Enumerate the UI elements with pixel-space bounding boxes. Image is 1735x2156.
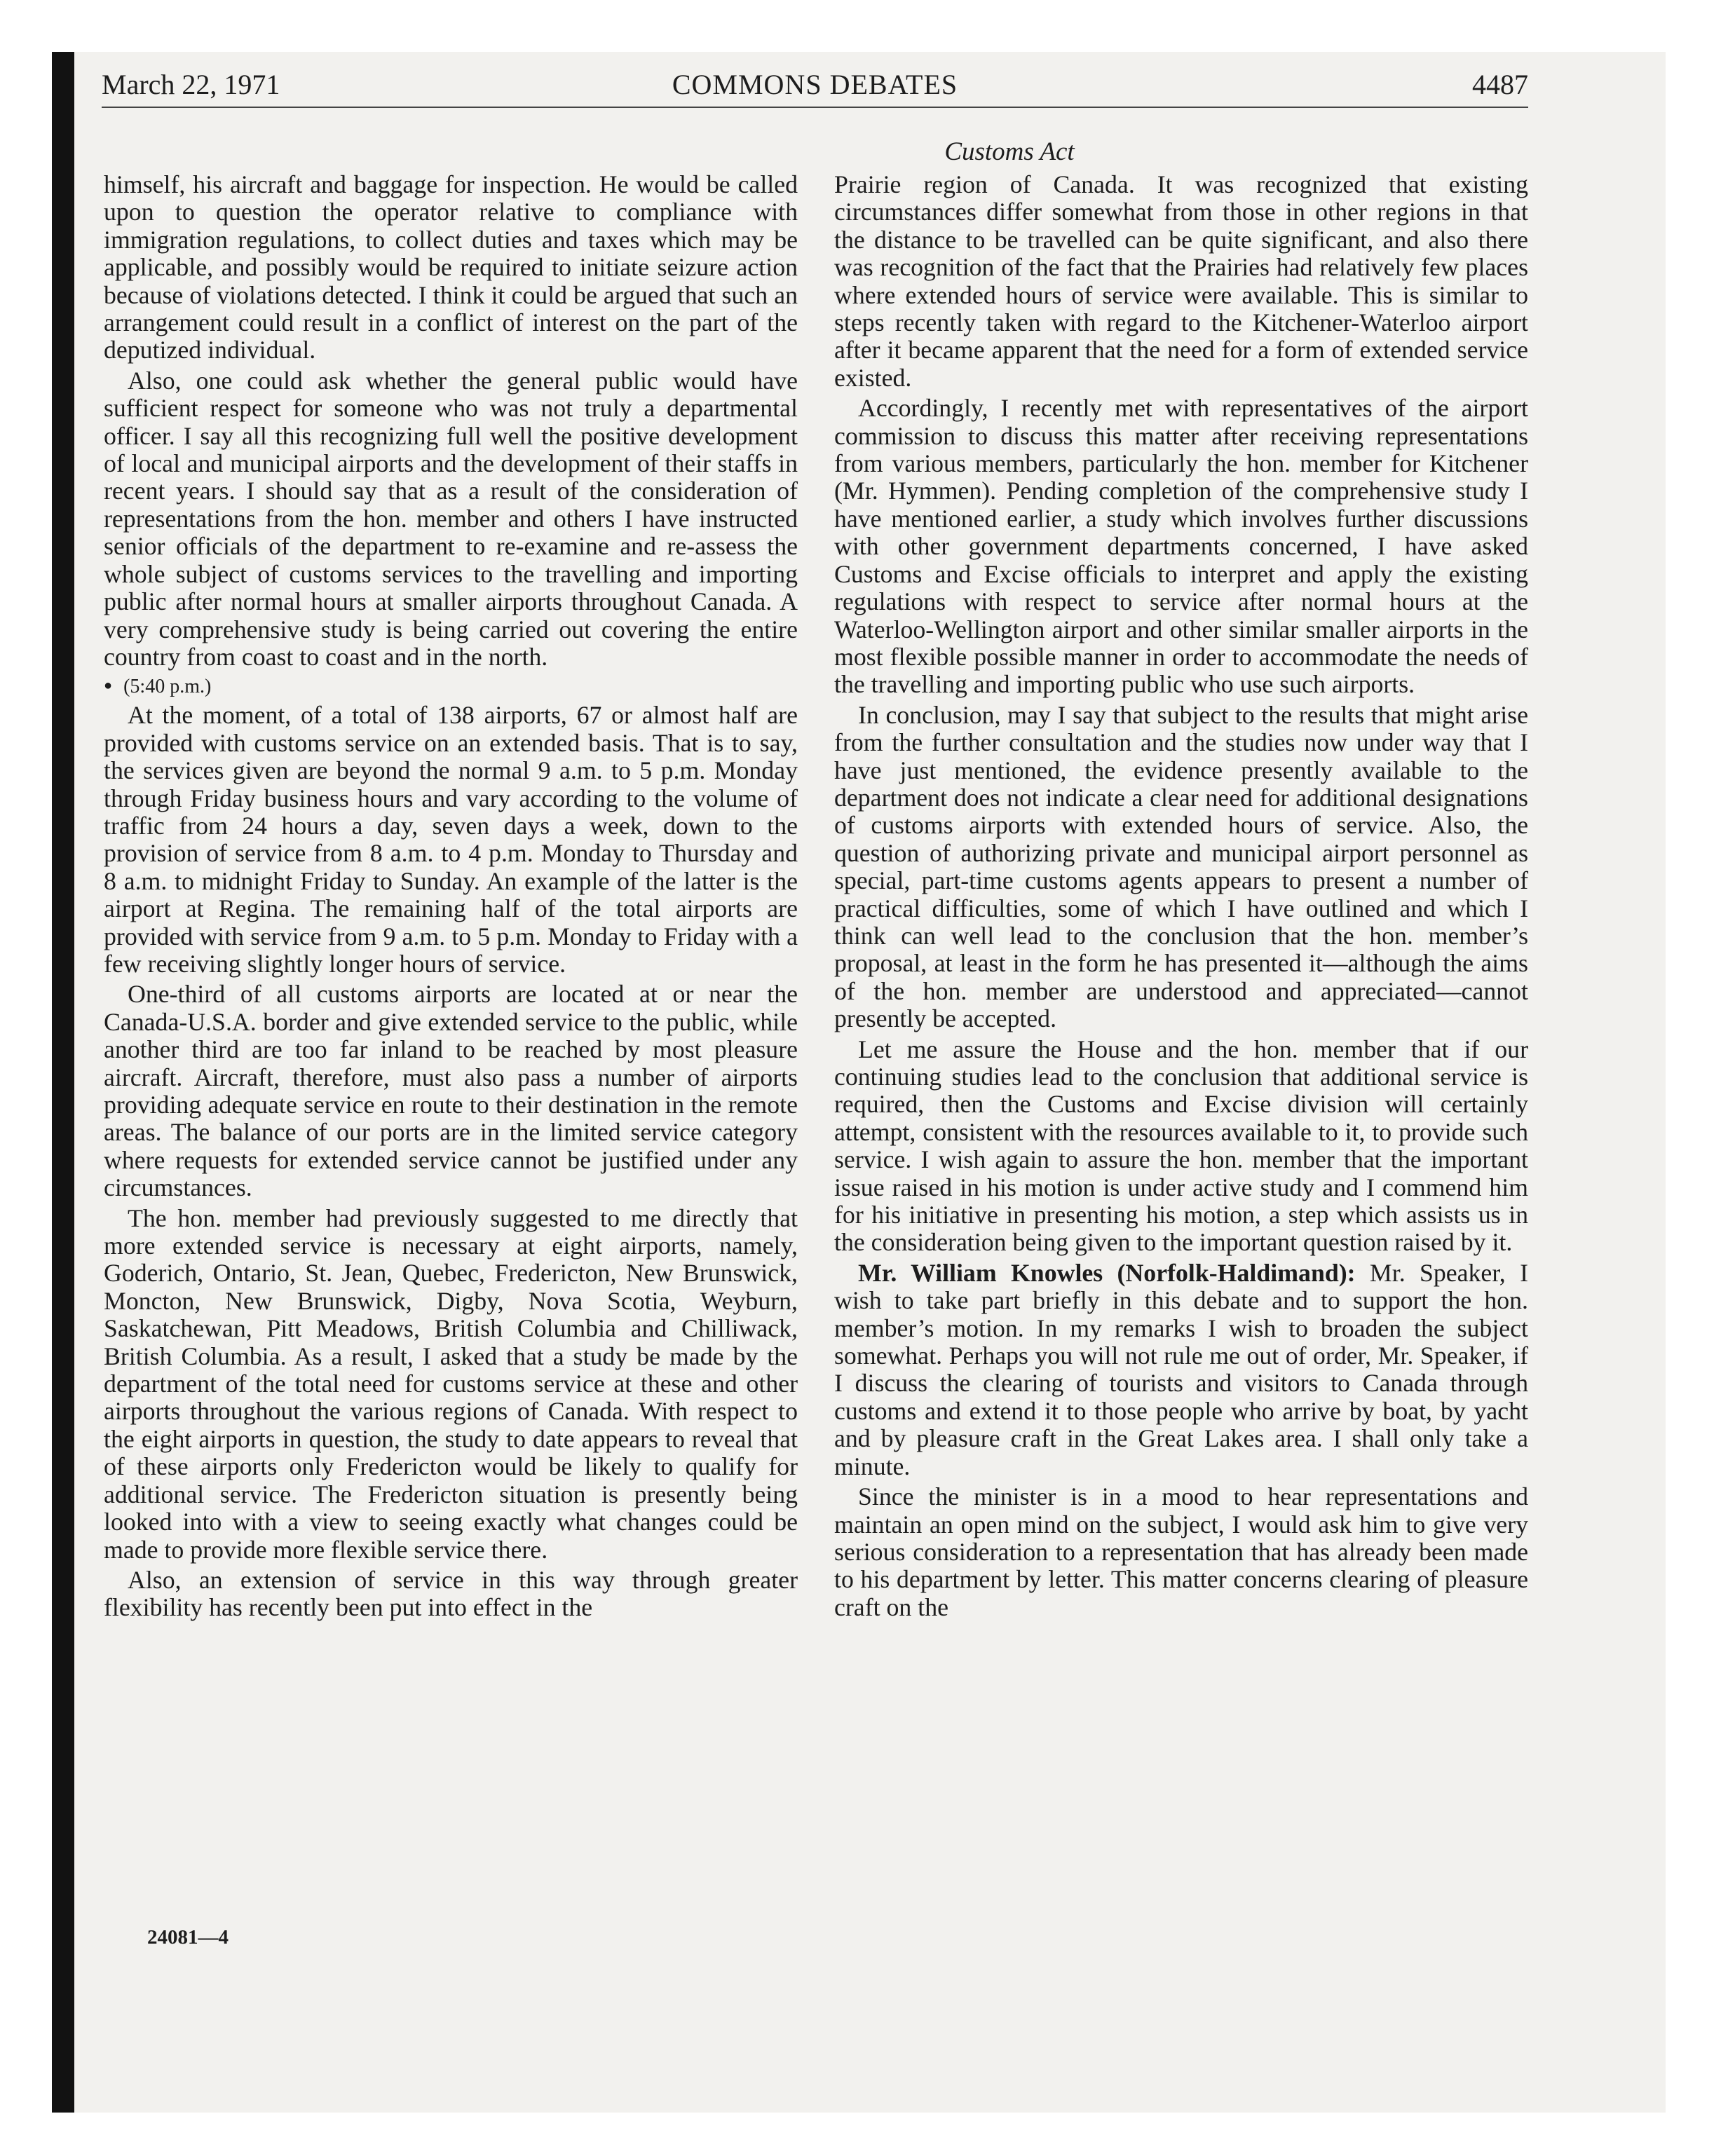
paragraph: Prairie region of Canada. It was recognized that existing circumstances differ somewhat from those in other regions in that the distance to be travelled can be quite significant, and also there was recognition of the fact that the Prairies had relatively few places where extended hours of service were available. This is similar to steps recently taken with regard to the Kitchener-Waterloo airport after it became apparent that the need for a form of extended service existed.	[834, 170, 1528, 392]
paragraph: At the moment, of a total of 138 airports, 67 or almost half are provided with customs service on an extended basis. That is to say, the services given are beyond the normal 9 a.m. to 5 p.m. Monday through Friday business hours and vary according to the volume of traffic from 24 hours a day, seven days a week, down to the provision of service from 8 a.m. to 4 p.m. Monday to Thursday and 8 a.m. to midnight Friday to Sunday. An example of the latter is the airport at Regina. The remaining half of the total airports are provided with service from 9 a.m. to 5 p.m. Monday to Friday with a few receiving slightly longer hours of service.	[104, 701, 798, 978]
bullet-icon: ●	[104, 678, 113, 694]
speaker-name: Mr. William Knowles (Norfolk-Haldimand):	[858, 1258, 1356, 1287]
left-column	[104, 171, 798, 1622]
speech-text: Mr. Speaker, I wish to take part briefly in this debate and to support the hon. member’s motion. In my remarks I wish to broaden the subject somewhat. Perhaps you will not rule me out of order, Mr. Speaker, if I discuss the clearing of tourists and visitors to Canada through customs and extend it to those people who arrive by boat, by yacht and by pleasure craft in the Great Lakes area. I shall only take a minute.	[834, 1258, 1528, 1480]
running-head: Customs Act	[944, 137, 1075, 166]
paragraph: One-third of all customs airports are located at or near the Canada-U.S.A. border and give extended service to the public, while another third are too far inland to be reached by most pleasure aircraft. Aircraft, therefore, must also pass a number of airports providing adequate service en route to their destination in the remote areas. The balance of our ports are in the limited service category where requests for extended service cannot be justified under any circumstances.	[104, 980, 798, 1202]
paragraph: Since the minister is in a mood to hear representations and maintain an open mind on the subject, I would ask him to give very serious consideration to a representation that has already been made to his department by letter. This matter concerns clearing of pleasure craft on the	[834, 1482, 1528, 1621]
header-title: COMMONS DEBATES	[672, 69, 958, 100]
page-header	[102, 70, 1528, 108]
timestamp-text: (5:40 p.m.)	[123, 676, 212, 698]
timestamp	[104, 674, 798, 699]
paragraph: Accordingly, I recently met with representatives of the airport commission to discuss this matter after receiving representations from various members, particularly the hon. member for Kitchener (Mr. Hymmen). Pending completion of the comprehensive study I have mentioned earlier, a study which involves further discussions with other government departments concerned, I have asked Customs and Excise officials to interpret and apply the existing regulations with respect to service after normal hours at the Waterloo-Wellington airport and other similar smaller airports in the most flexible possible manner in order to accommodate the needs of the travelling and importing public who use such airports.	[834, 394, 1528, 699]
header-page-number: 4487	[1472, 69, 1528, 100]
paragraph: The hon. member had previously suggested to me directly that more extended service is necessary at eight airports, namely, Goderich, Ontario, St. Jean, Quebec, Fredericton, New Brunswick, Moncton, New Brunswick, Digby, Nova Scotia, Weyburn, Saskatchewan, Pitt Meadows, British Columbia and Chilliwack, British Columbia. As a result, I asked that a study be made by the department of the total need for customs service at these and other airports throughout the various regions of Canada. With respect to the eight airports in question, the study to date appears to reveal that of these airports only Fredericton would be likely to qualify for additional service. The Fredericton situation is presently being looked into with a view to seeing exactly what changes could be made to provide more flexible service there.	[104, 1203, 798, 1564]
paragraph: In conclusion, may I say that subject to the results that might arise from the further consultation and the studies now under way that I have just mentioned, the evidence presently available to the department does not indicate a clear need for additional designations of customs airports with extended hours of service. Also, the question of authorizing private and municipal airport personnel as special, part-time customs agents appears to present a number of practical difficulties, some of which I have outlined and which I think can well lead to the conclusion that the hon. member’s proposal, at least in the form he has presented it—although the aims of the hon. member are understood and appreciated—cannot presently be accepted.	[834, 700, 1528, 1033]
paragraph: himself, his aircraft and baggage for inspection. He would be called upon to question the operator relative to compliance with immigration regulations, to collect duties and taxes which may be applicable, and possibly would be required to initiate seizure action because of violations detected. I think it could be argued that such an arrangement could result in a conflict of interest on the part of the deputized individual.	[104, 170, 798, 364]
paragraph: Also, one could ask whether the general public would have sufficient respect for someone who was not truly a departmental officer. I say all this recognizing full well the positive development of local and municipal airports and the development of their staffs in recent years. I should say that as a result of the consideration of representations from the hon. member and others I have instructed senior officials of the department to re-examine and re-assess the whole subject of customs services to the travelling and importing public after normal hours at smaller airports throughout Canada. A very comprehensive study is being carried out covering the entire country from coast to coast and in the north.	[104, 366, 798, 671]
right-column	[834, 171, 1528, 1621]
paragraph: Let me assure the House and the hon. member that if our continuing studies lead to the conclusion that additional service is required, then the Customs and Excise division will certainly attempt, consistent with the resources available to it, to provide such service. I wish again to assure the hon. member that the important issue raised in his motion is under active study and I commend him for his initiative in presenting his motion, a step which assists us in the consideration being given to the important question raised by it.	[834, 1035, 1528, 1257]
paragraph: Also, an extension of service in this way through greater flexibility has recently been put into effect in the	[104, 1565, 798, 1622]
scan-edge	[52, 52, 74, 2113]
header-date: March 22, 1971	[102, 69, 280, 100]
footer-code: 24081—4	[147, 1926, 229, 1949]
speech-paragraph	[834, 1260, 1528, 1480]
